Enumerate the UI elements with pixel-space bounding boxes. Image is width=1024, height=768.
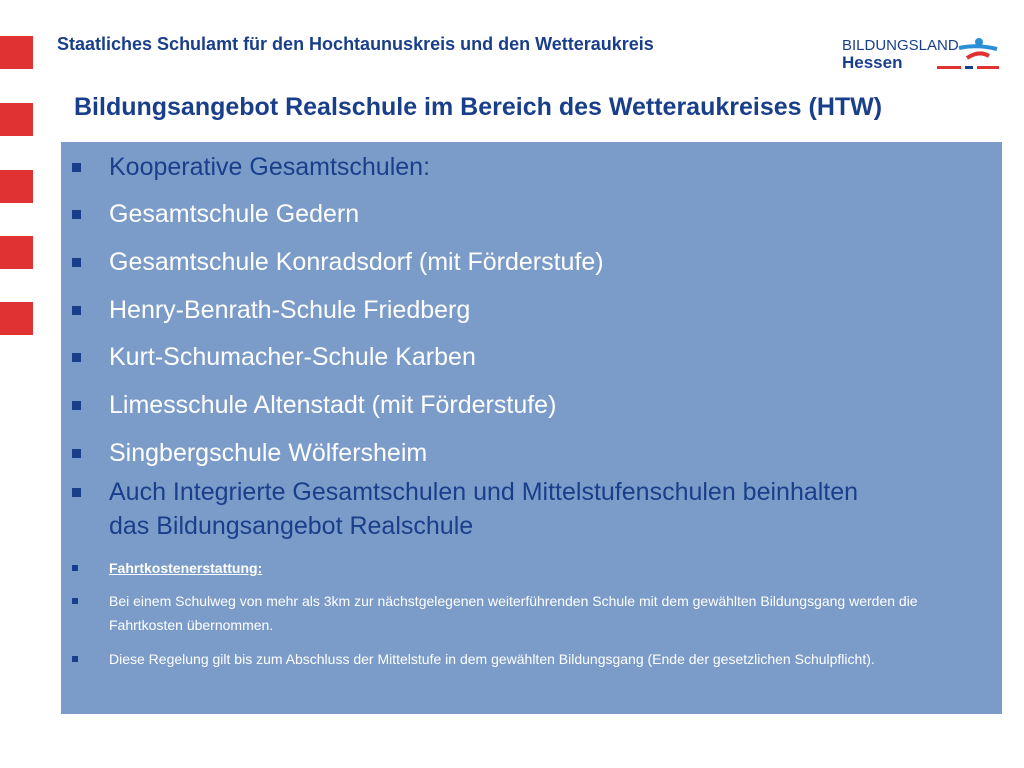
note-line-1: Auch Integrierte Gesamtschulen und Mittelstufenschulen beinhalten	[109, 478, 859, 506]
logo-figure-icon	[937, 36, 1002, 72]
list-item-label: Kurt-Schumacher-Schule Karben	[109, 343, 476, 371]
content-panel	[61, 142, 1002, 714]
travel-text-2: Diese Regelung gilt bis zum Abschluss der Mittelstufe in dem gewählten Bildungsgang (Ende der gesetzlichen Schulpflicht).	[109, 651, 875, 667]
bullet-icon	[72, 656, 78, 662]
travel-heading: Fahrtkostenerstattung:	[109, 560, 263, 576]
bullet-icon	[72, 163, 81, 172]
bullet-icon	[72, 258, 81, 267]
list-item-label: Henry-Benrath-Schule Friedberg	[109, 296, 471, 324]
list-item-label: Limesschule Altenstadt (mit Förderstufe)	[109, 391, 557, 419]
slide-title: Bildungsangebot Realschule im Bereich des Wetteraukreises (HTW)	[74, 93, 883, 121]
bullet-icon	[72, 449, 81, 458]
bullet-icon	[72, 401, 81, 410]
header-org-text: Staatliches Schulamt für den Hochtaunuskreis und den Wetteraukreis	[57, 34, 654, 54]
bullet-icon	[72, 488, 81, 497]
travel-text-1: Bei einem Schulweg von mehr als 3km zur nächstgelegenen weiterführenden Schule mit dem gewählten Bildungsgang werden die Fahrtkosten übernommen.	[109, 593, 918, 633]
list-item-label: Singbergschule Wölfersheim	[109, 439, 428, 467]
note-line-2: das Bildungsangebot Realschule	[109, 512, 474, 540]
bullet-icon	[72, 210, 81, 219]
bullet-icon	[72, 598, 78, 604]
decor-square-2	[0, 103, 33, 136]
decor-square-4	[0, 236, 33, 269]
logo-line2: Hessen	[842, 53, 903, 72]
list-item-label: Gesamtschule Gedern	[109, 200, 360, 228]
decor-square-3	[0, 170, 33, 203]
bullet-icon	[72, 353, 81, 362]
bullet-icon	[72, 306, 81, 315]
decor-square-1	[0, 36, 33, 69]
bildungsland-logo	[842, 36, 1002, 76]
logo-line1: BILDUNGSLAND	[842, 37, 959, 54]
decor-square-5	[0, 302, 33, 335]
list-item-label: Gesamtschule Konradsdorf (mit Förderstufe)	[109, 248, 604, 276]
list-item-label: Kooperative Gesamtschulen:	[109, 153, 431, 181]
bullet-icon	[72, 565, 78, 571]
